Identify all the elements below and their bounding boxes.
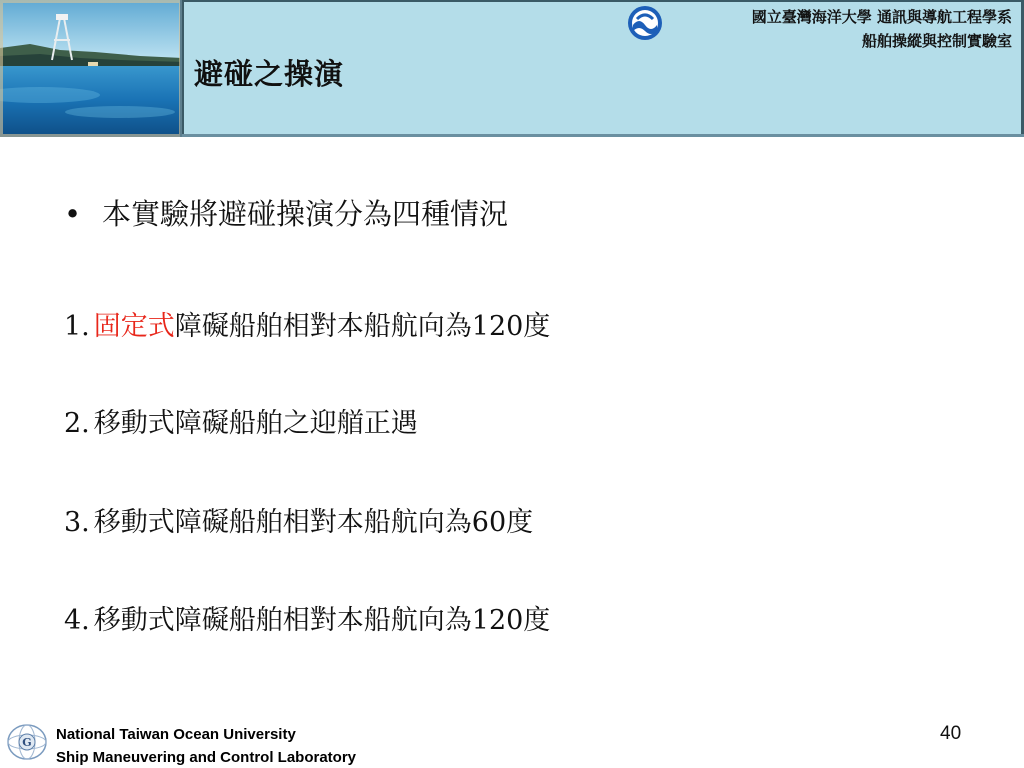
harbor-photo xyxy=(0,0,182,137)
footer-lab: Ship Maneuvering and Control Laboratory xyxy=(56,749,357,766)
slide-title: 避碰之操演 xyxy=(194,57,345,91)
ntou-logo-icon xyxy=(627,5,663,41)
footer-university: National Taiwan Ocean University xyxy=(56,726,296,743)
slide-header xyxy=(0,0,1024,137)
list-item-text: 移動式障礙船舶之迎艏正遇 xyxy=(93,408,418,439)
list-item-4 xyxy=(64,598,550,637)
list-item-number: 2. xyxy=(64,408,90,439)
bullet-point xyxy=(64,192,508,233)
university-name: 國立臺灣海洋大學 通訊與導航工程學系 xyxy=(751,8,1012,26)
list-item-3 xyxy=(64,500,533,539)
page-number: 40 xyxy=(940,723,962,744)
list-item-text: 障礙船舶相對本船航向為120度 xyxy=(174,311,551,342)
bullet-dot: • xyxy=(64,197,82,231)
bullet-text: 本實驗將避碰操演分為四種情況 xyxy=(102,197,509,231)
list-item-number: 1. xyxy=(64,311,90,342)
list-item-1 xyxy=(64,304,550,343)
lab-name: 船舶操縱與控制實驗室 xyxy=(861,32,1012,50)
svg-text:G: G xyxy=(22,736,32,749)
lab-logo-icon xyxy=(6,722,48,762)
list-item-2 xyxy=(64,401,418,440)
list-item-number: 3. xyxy=(64,507,90,538)
list-item-highlight: 固定式 xyxy=(93,311,175,342)
list-item-number: 4. xyxy=(64,605,90,636)
list-item-text: 移動式障礙船舶相對本船航向為60度 xyxy=(93,507,534,538)
list-item-text: 移動式障礙船舶相對本船航向為120度 xyxy=(93,605,551,636)
